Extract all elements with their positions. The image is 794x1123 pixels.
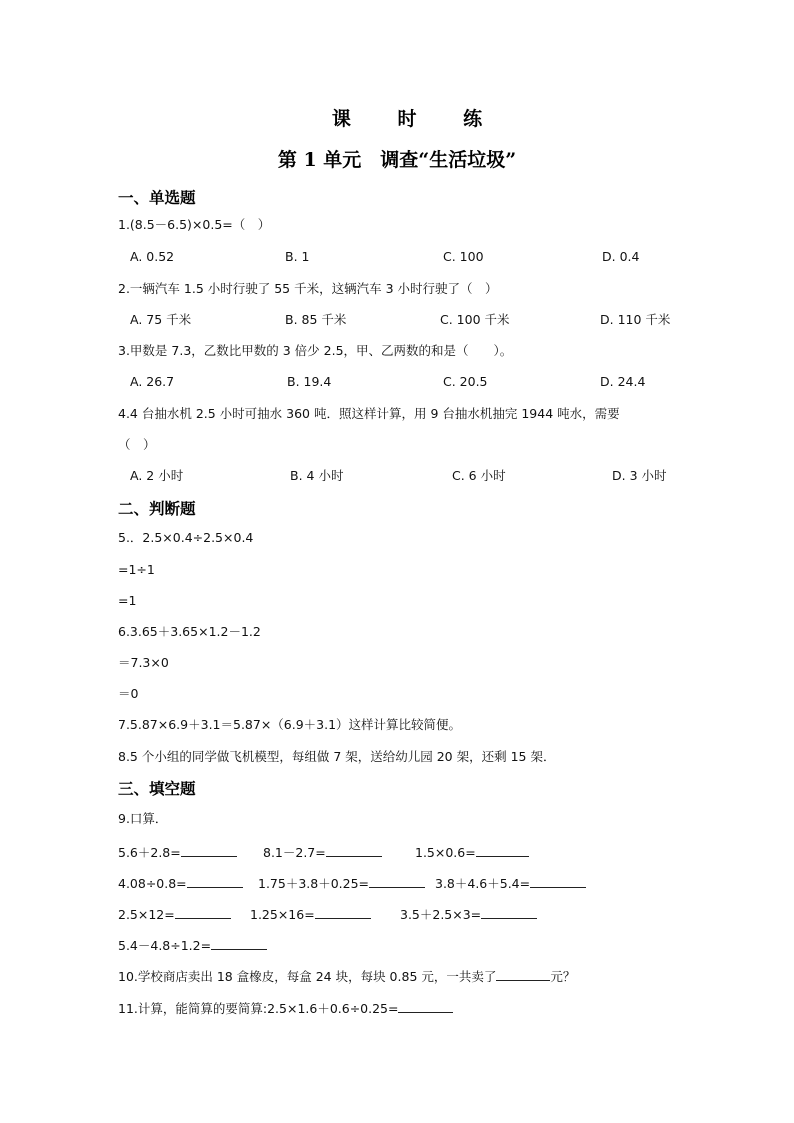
calc-item: 5.4－4.8÷1.2= [118, 936, 267, 955]
answer-blank[interactable] [211, 936, 267, 950]
calc-item: 1.25×16= [250, 905, 371, 924]
calc-item: 3.5＋2.5×3= [400, 905, 537, 924]
calc-item: 5.6＋2.8= [118, 843, 237, 862]
q3-option-a: A. 26.7 [130, 374, 175, 389]
q3-option-c: C. 20.5 [443, 374, 488, 389]
question-7: 7.5.87×6.9＋3.1＝5.87×（6.9＋3.1）这样计算比较简便。 [118, 717, 462, 732]
question-5-line-1: 5.．2.5×0.4÷2.5×0.4 [118, 530, 254, 545]
calc-item: 8.1－2.7= [263, 843, 382, 862]
question-3: 3.甲数是 7.3，乙数比甲数的 3 倍少 2.5，甲、乙两数的和是（ ）。 [118, 343, 513, 358]
q3-option-d: D. 24.4 [600, 374, 646, 389]
question-4: 4.4 台抽水机 2.5 小时可抽水 360 吨．照这样计算，用 9 台抽水机抽完 1944 吨水，需要 [118, 406, 620, 421]
question-11: 11.计算，能简算的要简算:2.5×1.6＋0.6÷0.25= [118, 999, 453, 1018]
q1-option-d: D. 0.4 [602, 249, 640, 264]
answer-blank[interactable] [175, 905, 231, 919]
answer-blank[interactable] [476, 843, 529, 857]
q2-option-a: A. 75 千米 [130, 312, 192, 327]
question-5-line-3: =1 [118, 593, 137, 608]
answer-blank[interactable] [398, 999, 453, 1013]
q1-option-a: A. 0.52 [130, 249, 175, 264]
q1-option-c: C. 100 [443, 249, 484, 264]
calc-item: 1.75＋3.8＋0.25= [258, 874, 425, 893]
q4-option-a: A. 2 小时 [130, 468, 184, 483]
question-6-line-3: ＝0 [118, 686, 139, 701]
question-10: 10.学校商店卖出 18 盒橡皮，每盒 24 块，每块 0.85 元，一共卖了 元？ [118, 969, 576, 984]
q4-option-b: B. 4 小时 [290, 468, 344, 483]
page-subtitle: 第 1 单元 调查“生活垃圾” [277, 149, 517, 171]
calc-item: 3.8＋4.6＋5.4= [435, 874, 586, 893]
section-heading-fill-blank: 三、填空题 [118, 780, 196, 798]
question-2: 2.一辆汽车 1.5 小时行驶了 55 千米，这辆汽车 3 小时行驶了（ ） [118, 281, 498, 296]
question-8: 8.5 个小组的同学做飞机模型，每组做 7 架，送给幼儿园 20 架，还剩 15 架． [118, 749, 556, 764]
calc-item: 2.5×12= [118, 905, 231, 924]
question-4-continued: （ ） [118, 437, 156, 452]
q1-option-b: B. 1 [285, 249, 310, 264]
answer-blank[interactable] [315, 905, 371, 919]
q3-option-b: B. 19.4 [287, 374, 332, 389]
question-9: 9.口算． [118, 811, 168, 826]
calc-item: 1.5×0.6= [415, 843, 529, 862]
answer-blank[interactable] [496, 967, 550, 981]
answer-blank[interactable] [369, 874, 425, 888]
q4-option-c: C. 6 小时 [452, 468, 506, 483]
section-heading-single-choice: 一、单选题 [118, 189, 196, 207]
question-1: 1.(8.5－6.5)×0.5=（ ） [118, 217, 271, 232]
answer-blank[interactable] [481, 905, 537, 919]
q2-option-c: C. 100 千米 [440, 312, 510, 327]
q2-option-d: D. 110 千米 [600, 312, 671, 327]
answer-blank[interactable] [530, 874, 586, 888]
question-6-line-1: 6.3.65＋3.65×1.2－1.2 [118, 624, 261, 639]
page-title: 课 时 练 [331, 108, 503, 130]
q2-option-b: B. 85 千米 [285, 312, 347, 327]
answer-blank[interactable] [181, 843, 237, 857]
q4-option-d: D. 3 小时 [612, 468, 667, 483]
calc-item: 4.08÷0.8= [118, 874, 243, 893]
section-heading-true-false: 二、判断题 [118, 500, 196, 518]
answer-blank[interactable] [326, 843, 382, 857]
question-5-line-2: =1÷1 [118, 562, 155, 577]
answer-blank[interactable] [187, 874, 243, 888]
question-6-line-2: ＝7.3×0 [118, 655, 169, 670]
